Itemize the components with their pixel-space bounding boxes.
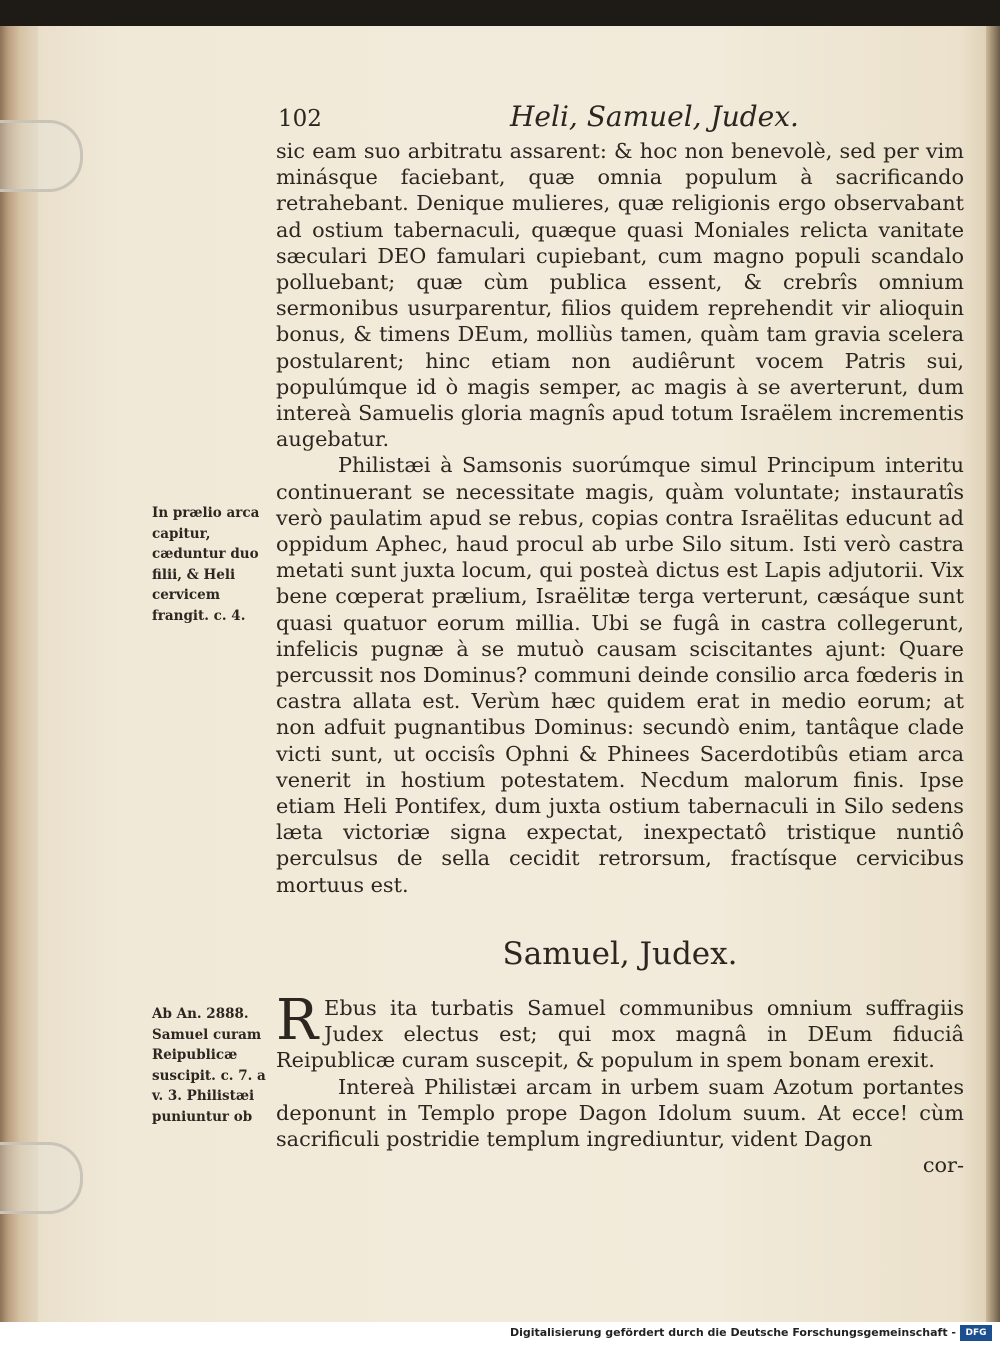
paragraph: Intereà Philistæi arcam in urbem suam Azotum portantes deponunt in Templo prope Dagon Idolum suum. At ecce! cùm sacrificuli postridie templum ingrediuntur, vident Dagon — [276, 1074, 964, 1152]
body-text-section-1 — [276, 138, 964, 898]
running-head: Heli, Samuel, Judex. — [510, 100, 799, 133]
digitization-footer — [0, 1322, 1000, 1345]
funding-credit: Digitalisierung gefördert durch die Deutsche Forschungsgemeinschaft - — [509, 1326, 956, 1339]
paragraph: Philistæi à Samsonis suorúmque simul Principum interitu continuerant se necessitate magis, quàm voluntate; instauratîs verò paulatim apud se rebus, copias contra Israëlitas educunt ad oppidum Aphec, haud procul ab urbe Silo situm. Isti verò castra metati sunt juxta locum, qui posteà dictus est Lapis adjutorii. Vix bene cœperat prælium, Israëlitæ terga verterunt, cæsáque sunt quasi quatuor eorum millia. Ubi se fugâ in castra collegerunt, infelicis pugnæ à se mutuò causam sciscitantes ajunt: Quare percussit nos Dominus? communi deinde consilio arca fœderis in castra allata est. Verùm hæc quidem erat in medio eorum; at non adfuit pugnantibus Dominus: secundò enim, tantâque clade victi sunt, ut occisîs Ophni & Phinees Sacerdotibûs etiam arca venerit in hostium potestatem. Necdum malorum finis. Ipse etiam Heli Pontifex, dum juxta ostium tabernaculi in Silo sedens læta victoriæ signa expectat, inexpectatô tristique nuntiô perculsus de sella cecidit retrorsum, fractísque cervicibus mortuus est. — [276, 453, 964, 897]
paper-clip-bottom — [0, 1142, 83, 1214]
drop-cap: R — [276, 988, 319, 1053]
paragraph: sic eam suo arbitratu assarent: & hoc non benevolè, sed per vim minásque faciebant, quæ omnia populum à sacrificando retrahebant. Denique mulieres, quæ religionis ergo observabant ad ostium tabernaculi, quæque quasi Moniales relicta vanitate sæculari DEO famulari cupiebant, cum magno populi scandalo polluebant; quæ cùm publica essent, & crebrîs omnium sermonibus usurparentur, filios quidem reprehendit vir alioquin bonus, & timens DEum, molliùs tamen, quàm tam gravia scelera postularent; hinc etiam non audiêrunt vocem Patris sui, populúmque id ò magis semper, ac magis à se averterunt, dum intereà Samuelis gloria magnîs apud totum Israëlem incrementis augebatur. — [276, 139, 964, 452]
paragraph-text: Ebus ita turbatis Samuel communibus omnium suffragiis Judex electus est; qui mox magnâ in DEum fiduciâ Reipublicæ curam suscepit, & populum in spem bonam erexit. — [276, 996, 964, 1073]
page-number: 102 — [278, 106, 322, 132]
book-spine-shadow — [986, 26, 1000, 1322]
section-heading: Samuel, Judex. — [502, 936, 738, 972]
dfg-logo: DFG — [960, 1325, 992, 1341]
page-stack-edge — [0, 26, 38, 1322]
body-text-section-2 — [276, 988, 964, 1178]
paragraph — [276, 988, 964, 1074]
page-header — [0, 100, 1000, 140]
margin-note: In prælio arca capitur, cæduntur duo filii, & Heli cervicem frangit. c. 4. — [152, 505, 260, 624]
margin-note: Ab An. 2888. Samuel curam Reipublicæ suscipit. c. 7. a v. 3. Philistæi puniuntur ob — [152, 1006, 266, 1125]
catchword: cor- — [922, 1153, 964, 1178]
